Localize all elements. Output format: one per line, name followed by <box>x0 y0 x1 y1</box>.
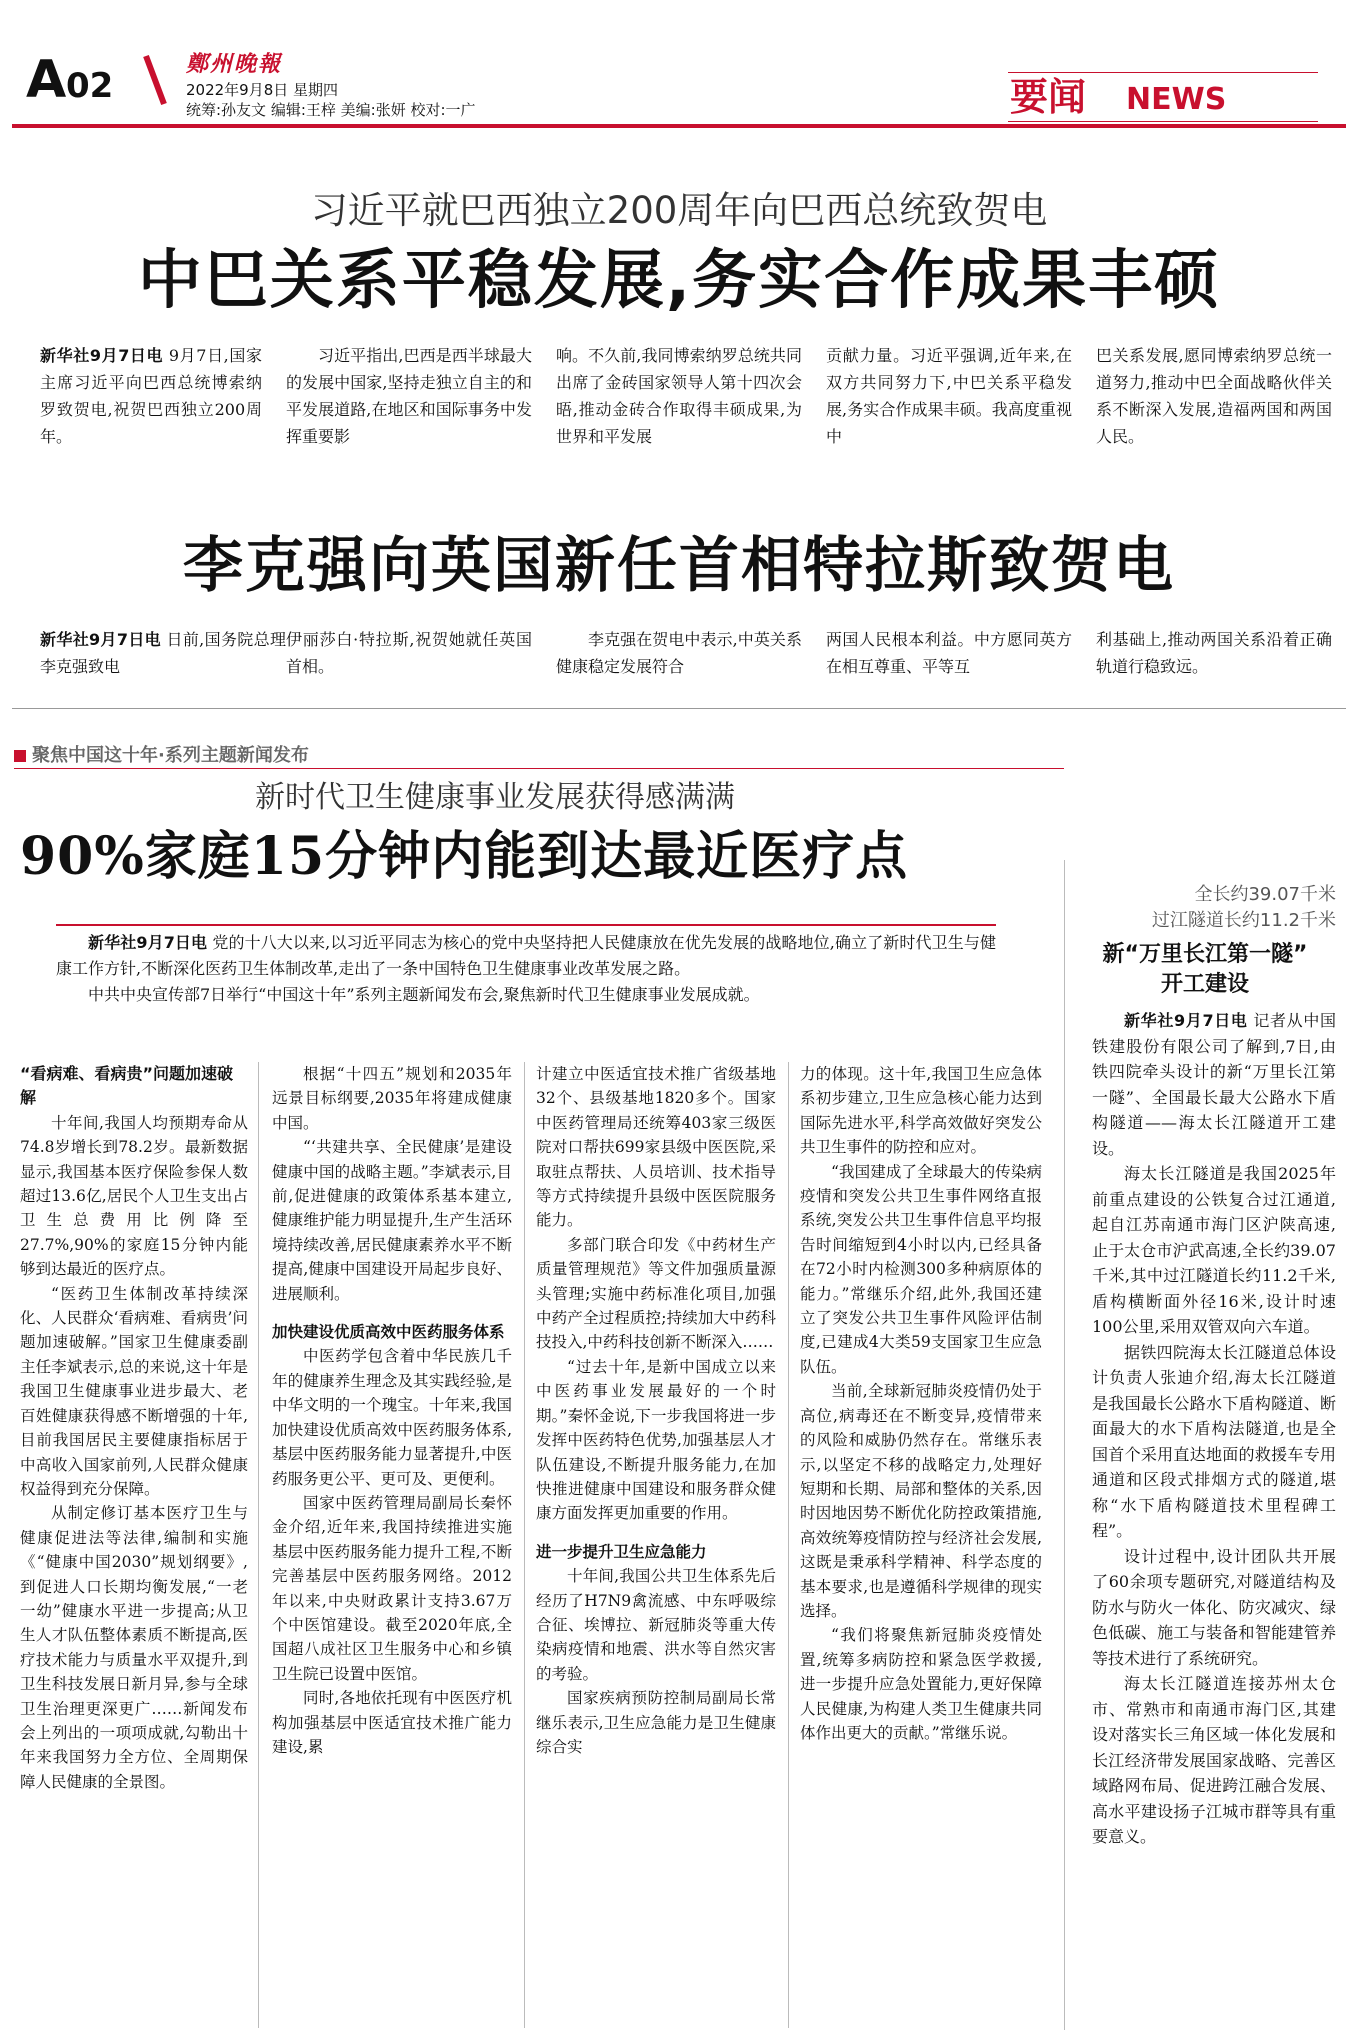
story1-col: 新华社9月7日电 9月7日,国家主席习近平向巴西总统博索纳罗致贺电,祝贺巴西独立200周年。 <box>40 346 262 446</box>
series-tag-rule <box>14 768 1064 769</box>
sidebar-rule <box>1064 860 1065 2030</box>
story1-col: 习近平指出,巴西是西半球最大的发展中国家,坚持走独立自主的和平发展道路,在地区和国际事务中发挥重要影 <box>286 346 532 446</box>
header-rule <box>12 124 1346 128</box>
page-letter: A <box>26 50 67 110</box>
story3-lead: 新华社9月7日电 党的十八大以来,以习近平同志为核心的党中央坚持把人民健康放在优先发展的战略地位,确立了新时代卫生与健康工作方针,不断深化医药卫生体制改革,走出了一条中国特色卫生健康事业改革发展之路。 中共中央宣传部7日举行“中国这十年”系列主题新闻发布会,聚焦新时代卫生健康事业发展成就。 <box>56 924 996 1008</box>
story3-col1: “看病难、看病贵”问题加速破解 十年间,我国人均预期寿命从74.8岁增长到78.2岁。最新数据显示,我国基本医疗保险参保人数超过13.6亿,居民个人卫生支出占卫生总费用比例降至27.7%,90%的家庭15分钟内能够到达最近的医疗点。 “医药卫生体制改革持续深化、人民群众‘看病难、看病贵’问题加速破解。”国家卫生健康委副主任李斌表示,总的来说,这十年是我国卫生健康事业进步最大、老百姓健康获得感不断增强的十年,目前我国居民主要健康指标居于中高收入国家前列,人民群众健康权益得到充分保障。 从制定修订基本医疗卫生与健康促进法等法律,编制和实施《“健康中国2030”规划纲要》,到促进人口长期均衡发展,“一老一幼”健康水平进一步提高;从卫生人才队伍整体素质不断提高,医疗技术能力与质量水平双提升,到卫生科技发展日新月异,参与全球卫生治理更深更广……新闻发布会上列出的一项项成就,勾勒出十年来我国努力全方位、全周期保障人民健康的全景图。 <box>20 1064 248 1791</box>
story1-col: 巴关系发展,愿同博索纳罗总统一道努力,推动中巴全面战略伙伴关系不断深入发展,造福两国和两国人民。 <box>1096 346 1332 446</box>
series-tag: 聚焦中国这十年·系列主题新闻发布 <box>32 745 309 766</box>
header-slash-icon <box>140 52 170 108</box>
story4-headline: 新“万里长江第一隧” <box>1102 942 1308 967</box>
story3-kicker: 新时代卫生健康事业发展获得感满满 <box>255 780 735 815</box>
column-rule <box>788 1062 789 2028</box>
story1-headline: 中巴关系平稳发展,务实合作成果丰硕 <box>137 244 1221 318</box>
story3-headline: 90%家庭15分钟内能到达最近医疗点 <box>20 826 909 887</box>
story4-kicker: 过江隧道长约11.2千米 <box>1151 910 1336 931</box>
story-divider <box>12 708 1346 709</box>
section-label: 要闻 <box>1010 75 1087 119</box>
story4-body: 新华社9月7日电 记者从中国铁建股份有限公司了解到,7日,由铁四院牵头设计的新“万里长江第一隧”、全国最长最大公路水下盾构隧道——海太长江隧道开工建设。 海太长江隧道是我国2025年前重点建设的公铁复合过江通道,起自江苏南通市海门区沪陕高速,止于太仓市沪武高速,全长约39.07千米,其中过江隧道长约11.2千米,盾构横断面外径16米,设计时速100公里,采用双管双向六车道。 据铁四院海太长江隧道总体设计负责人张迪介绍,海太长江隧道是我国最长公路水下盾构隧道、断面最大的水下盾构法隧道,也是全国首个采用直达地面的救援车专用通道和区段式排烟方式的隧道,堪称“水下盾构隧道技术里程碑工程”。 设计过程中,设计团队共开展了60余项专题研究,对隧道结构及防水与防火一体化、防灾减灾、绿色低碳、施工与装备和智能建管养等技术进行了系统研究。 海太长江隧道连接苏州太仓市、常熟市和南通市海门区,其建设对落实长三角区域一体化发展和长江经济带发展国家战略、完善区域路网布局、促进跨江融合发展、高水平建设扬子江城市群等具有重要意义。 <box>1092 1011 1336 1846</box>
story3-subhead: 进一步提升卫生应急能力 <box>536 1542 707 1561</box>
story2-headline: 李克强向英国新任首相特拉斯致贺电 <box>183 531 1175 601</box>
masthead-logo: 鄭州晚報 <box>186 51 283 77</box>
story3-lead-dateline: 新华社9月7日电 <box>88 933 208 952</box>
story4-dateline: 新华社9月7日电 <box>1124 1011 1248 1030</box>
story2-col: 新华社9月7日电 日前,国务院总理李克强致电 <box>40 630 286 676</box>
story3-col2: 根据“十四五”规划和2035年远景目标纲要,2035年将建成健康中国。 “‘共建共享、全民健康’是建设健康中国的战略主题。”李斌表示,目前,促进健康的政策体系基本建立,健康维护能力明显提升,生产生活环境持续改善,居民健康素养水平不断提高,健康中国建设开局起步良好、进展顺利。 加快建设优质高效中医药服务体系 中医药学包含着中华民族几千年的健康养生理念及其实践经验,是中华文明的一个瑰宝。十年来,我国加快建设优质高效中医药服务体系,基层中医药服务能力显著提升,中医药服务更公平、更可及、更便利。 国家中医药管理局副局长秦怀金介绍,近年来,我国持续推进实施基层中医药服务能力提升工程,不断完善基层中医药服务网络。2012年以来,中央财政累计支持3.67万个中医馆建设。截至2020年底,全国超八成社区卫生服务中心和乡镇卫生院已设置中医馆。 同时,各地依托现有中医医疗机构加强基层中医适宜技术推广能力建设,累 <box>272 1065 512 1756</box>
story2-col: 两国人民根本利益。中方愿同英方在相互尊重、平等互 <box>826 630 1072 676</box>
story4-kicker: 全长约39.07千米 <box>1194 884 1336 905</box>
page-number: 02 <box>66 66 114 106</box>
series-tag-marker <box>14 750 26 762</box>
story3-col4: 力的体现。这十年,我国卫生应急体系初步建立,卫生应急核心能力达到国际先进水平,科学高效做好突发公共卫生事件的防控和应对。 “我国建成了全球最大的传染病疫情和突发公共卫生事件网络直报系统,突发公共卫生事件信息平均报告时间缩短到4小时以内,已经具备在72小时内检测300多种病原体的能力。”常继乐介绍,此外,我国还建立了突发公共卫生事件风险评估制度,已建成4大类59支国家卫生应急队伍。 当前,全球新冠肺炎疫情仍处于高位,病毒还在不断变异,疫情带来的风险和威胁仍然存在。常继乐表示,以坚定不移的战略定力,处理好短期和长期、局部和整体的关系,因时因地因势不断优化防控政策措施,高效统筹疫情防控与经济社会发展,这既是秉承科学精神、科学态度的基本要求,也是遵循科学规律的现实选择。 “我们将聚焦新冠肺炎疫情处置,统筹多病防控和紧急医学救援,进一步提升应急处置能力,更好保障人民健康,为构建人类卫生健康共同体作出更大的贡献。”常继乐说。 <box>800 1065 1042 1742</box>
story2-col: 李克强在贺电中表示,中英关系健康稳定发展符合 <box>556 630 802 676</box>
story1-col: 贡献力量。习近平强调,近年来,在双方共同努力下,中巴关系平稳发展,务实合作成果丰硕。我高度重视中 <box>826 346 1072 446</box>
column-rule <box>524 1062 525 2028</box>
issue-date: 2022年9月8日 星期四 <box>186 81 339 99</box>
section-label-en: NEWS <box>1126 82 1227 117</box>
story2-col: 伊丽莎白·特拉斯,祝贺她就任英国首相。 <box>286 630 532 676</box>
story1-dateline: 新华社9月7日电 <box>40 346 164 365</box>
story3-subhead: “看病难、看病贵”问题加速破解 <box>20 1064 234 1108</box>
story1-kicker: 习近平就巴西独立200周年向巴西总统致贺电 <box>310 189 1048 232</box>
story3-col3: 计建立中医适宜技术推广省级基地32个、县级基地1820多个。国家中医药管理局还统筹403家三级医院对口帮扶699家县级中医医院,采取驻点帮扶、人员培训、技术指导等方式持续提升县级中医医院服务能力。 多部门联合印发《中药材生产质量管理规范》等文件加强质量源头管理;实施中药标准化项目,加强中药产全过程质控;持续加大中药科技投入,中药科技创新不断深入…… “过去十年,是新中国成立以来中医药事业发展最好的一个时期。”秦怀金说,下一步我国将进一步发挥中医药特色优势,加强基层人才队伍建设,不断提升服务能力,在加快推进健康中国建设和服务群众健康方面发挥更加重要的作用。 进一步提升卫生应急能力 十年间,我国公共卫生体系先后经历了H7N9禽流感、中东呼吸综合征、埃博拉、新冠肺炎等重大传染病疫情和地震、洪水等自然灾害的考验。 国家疾病预防控制局副局长常继乐表示,卫生应急能力是卫生健康综合实 <box>536 1065 776 1756</box>
story1-col: 响。不久前,我同博索纳罗总统共同出席了金砖国家领导人第十四次会晤,推动金砖合作取得丰硕成果,为世界和平发展 <box>556 346 802 446</box>
column-rule <box>258 1062 259 2028</box>
story3-subhead: 加快建设优质高效中医药服务体系 <box>272 1323 505 1342</box>
story4-headline: 开工建设 <box>1160 972 1249 997</box>
story2-dateline: 新华社9月7日电 <box>40 630 162 649</box>
story2-col: 利基础上,推动两国关系沿着正确轨道行稳致远。 <box>1096 630 1332 676</box>
staff-credits: 统筹:孙友文 编辑:王梓 美编:张妍 校对:一广 <box>186 101 476 119</box>
